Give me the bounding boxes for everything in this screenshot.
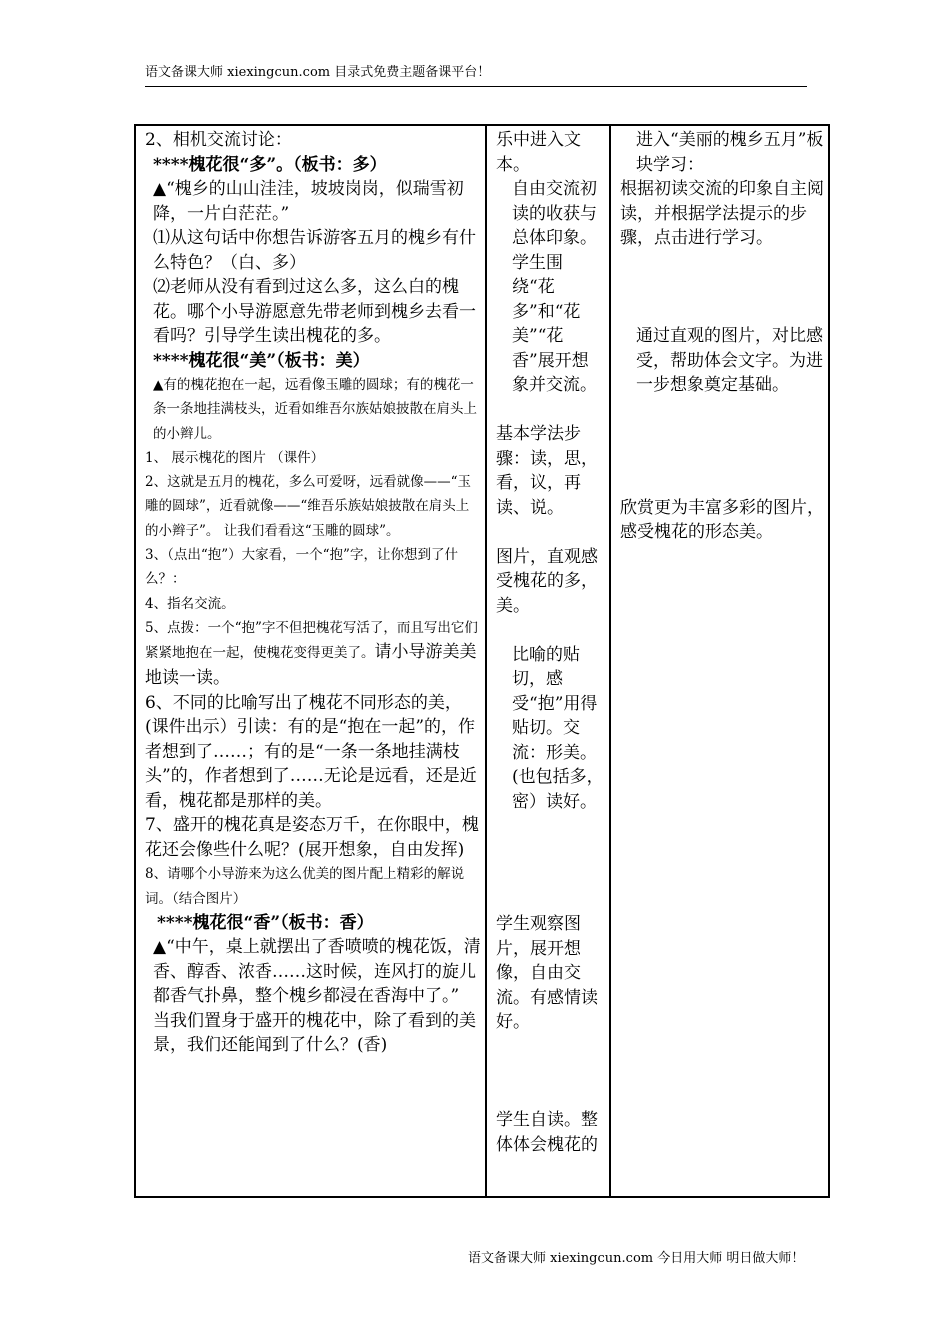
list-item: 欣赏更为丰富多彩的图片，感受槐花的形态美。 — [620, 497, 824, 542]
list-item: 当我们置身于盛开的槐花中，除了看到的美景，我们还能闻到了什么？(香) — [153, 1010, 476, 1056]
section-heading: ****槐花很“美”（板书：美） — [153, 350, 370, 371]
spacer — [496, 618, 605, 643]
spacer — [496, 398, 605, 423]
spacer — [620, 422, 824, 447]
spacer — [496, 1035, 605, 1060]
spacer — [496, 520, 605, 545]
list-item: 自由交流初读的收获与总体印象。学生围绕“花多”和“花美”“花香”展开想象并交流。 — [512, 179, 597, 395]
spacer — [496, 888, 605, 913]
section-heading: ****槐花很“香”（板书：香） — [157, 912, 374, 933]
list-item: 基本学法步骤：读，思，看，议，再读、说。 — [496, 424, 598, 518]
spacer — [620, 398, 824, 423]
list-item: 3、（点出“抱”）大家看，一个“抱”字，让你想到了什么？： — [145, 547, 458, 588]
spacer — [620, 251, 824, 276]
list-item: 乐中进入文本。 — [496, 130, 581, 175]
spacer — [496, 863, 605, 888]
quote-text: ▲有的槐花抱在一起，远看像玉雕的圆球；有的槐花一条一条地挂满枝头，近看如维吾尔族姑娘披散在肩头上的小辫儿。 — [153, 377, 477, 442]
list-item: 通过直观的图片，对比感受，帮助体会文字。为进一步想象奠定基础。 — [636, 326, 823, 395]
section-heading: ****槐花很“多”。（板书：多） — [153, 154, 387, 175]
student-activity-cell — [486, 125, 610, 1197]
list-item — [145, 616, 481, 691]
list-item: 进入“美丽的槐乡五月”板块学习： — [636, 130, 824, 175]
list-item: 4、指名交流。 — [145, 595, 235, 612]
list-item: ⑴从这句话中你想告诉游客五月的槐乡有什么特色？（白、多） — [153, 228, 476, 273]
spacer — [496, 1084, 605, 1109]
list-item: 学生自读。整体体会槐花的 — [496, 1110, 598, 1155]
spacer — [620, 275, 824, 300]
spacer — [620, 300, 824, 325]
list-item: ⑵老师从没有看到过这么多，这么白的槐花。哪个小导游愿意先带老师到槐乡去看一看吗？引导学生读出槐花的多。 — [153, 277, 476, 346]
list-item-text: 请小导游美美地读一读。 — [145, 642, 477, 688]
list-item: 7、盛开的槐花真是姿态万千，在你眼中，槐花还会像些什么呢？(展开想象，自由发挥) — [145, 815, 479, 860]
list-item: 学生观察图片，展开想像，自由交流。有感情读好。 — [496, 914, 598, 1032]
design-intent-cell — [610, 125, 829, 1197]
spacer — [496, 1059, 605, 1084]
list-item: 2、这就是五月的槐花，多么可爱呀，远看就像——“玉雕的圆球”，近看就像——“维吾乐族姑娘披散在肩头上的小辫子”。 让我们看看这“玉雕的圆球”。 — [145, 474, 471, 539]
page-header: 语文备课大师 xiexingcun.com 目录式免费主题备课平台！ — [145, 65, 491, 80]
list-item: 比喻的贴切，感受“抱”用得贴切。交流：形美。(也包括多，密）读好。 — [512, 644, 604, 812]
spacer — [620, 471, 824, 496]
lesson-plan-table — [134, 124, 830, 1198]
header-divider — [145, 86, 807, 87]
list-item: 2、相机交流讨论： — [145, 130, 292, 150]
list-item: 1、 展示槐花的图片 （课件） — [145, 449, 325, 466]
list-item: 6、不同的比喻写出了槐花不同形态的美，(课件出示）引读：有的是“抱在一起”的，作者想到了……；有的是“一条一条地挂满枝头”的，作者想到了……无论是远看，还是近看，槐花都是那样的美。 — [145, 692, 477, 811]
spacer — [496, 839, 605, 864]
spacer — [496, 814, 605, 839]
spacer — [620, 447, 824, 472]
table-row — [135, 125, 829, 1197]
list-item: 8、请哪个小导游来为这么优美的图片配上精彩的解说词。（结合图片） — [145, 866, 465, 907]
list-item-text: 5、点拨：一个“抱”字不但把槐花写活了，而且写出它们紧紧地抱在一起，使槐花变得更美了。 — [145, 619, 478, 662]
quote-text: ▲“槐乡的山山洼洼，坡坡岗岗，似瑞雪初降，一片白茫茫。” — [153, 179, 464, 224]
quote-text: ▲“中午，桌上就摆出了香喷喷的槐花饭，清香、醇香、浓香……这时候，连风打的旋儿都香气扑鼻，整个槐乡都浸在香海中了。” — [153, 937, 481, 1007]
list-item: 图片，直观感受槐花的多，美。 — [496, 546, 598, 616]
page-footer: 语文备课大师 xiexingcun.com 今日用大师 明日做大师！ — [468, 1251, 805, 1266]
list-item: 根据初读交流的印象自主阅读，并根据学法提示的步骤，点击进行学习。 — [620, 179, 824, 248]
teacher-activity-cell — [135, 125, 486, 1197]
